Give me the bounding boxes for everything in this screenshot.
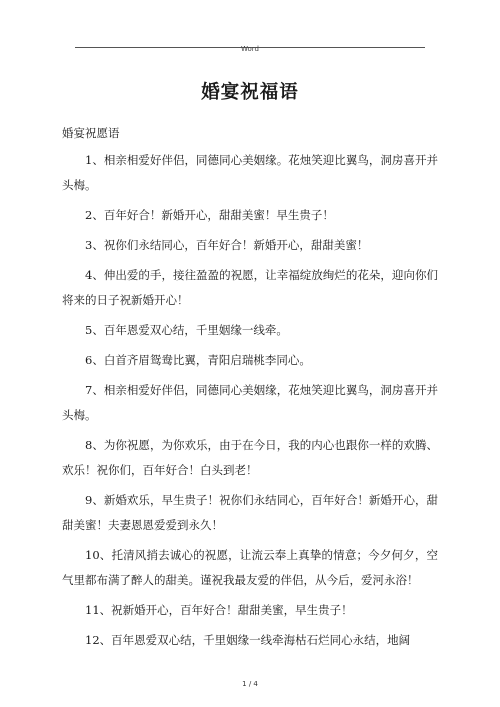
page-header bbox=[75, 33, 425, 53]
paragraph-12: 12、百年恩爱双心结，千里姻缘一线牵海枯石烂同心永结，地阔 bbox=[85, 633, 411, 647]
subheading: 婚宴祝愿语 bbox=[62, 126, 120, 140]
paragraph-3: 3、祝你们永结同心，百年好合！新婚开心，甜甜美蜜！ bbox=[85, 238, 369, 252]
paragraph-8: 8、为你祝愿，为你欢乐，由于在今日，我的内心也跟你一样的欢腾、欢乐！祝你们，百年好合！白头到老！ bbox=[62, 438, 438, 477]
document-body bbox=[62, 124, 438, 658]
paragraph-6: 6、白首齐眉鸳鸯比翼，青阳启瑞桃李同心。 bbox=[85, 353, 311, 367]
paragraph-2: 2、百年好合！新婚开心，甜甜美蜜！早生贵子！ bbox=[85, 208, 334, 222]
header-label: Word bbox=[241, 45, 259, 53]
paragraph-7: 7、相亲相爱好伴侣，同德同心美姻缘，花烛笑迎比翼鸟，洞房喜开并头梅。 bbox=[62, 383, 438, 422]
paragraph-9: 9、新婚欢乐，早生贵子！祝你们永结同心，百年好合！新婚开心，甜甜美蜜！夫妻恩恩爱爱到永久！ bbox=[62, 493, 438, 532]
paragraph-5: 5、百年恩爱双心结，千里姻缘一线牵。 bbox=[85, 323, 288, 337]
page-number: 1 / 4 bbox=[242, 680, 258, 688]
document-title: 婚宴祝福语 bbox=[201, 82, 299, 103]
paragraph-10: 10、托清风捎去诚心的祝愿，让流云奉上真挚的情意；今夕何夕，空气里都布满了醉人的甜美。谨祝我最友爱的伴侣，从今后，爱河永浴！ bbox=[62, 548, 438, 587]
paragraph-4: 4、伸出爱的手，接往盈盈的祝愿，让幸福绽放绚烂的花朵，迎向你们将来的日子祝新婚开心！ bbox=[62, 268, 438, 307]
paragraph-1: 1、相亲相爱好伴侣，同德同心美姻缘。花烛笑迎比翼鸟，洞房喜开并头梅。 bbox=[62, 153, 438, 192]
paragraph-11: 11、祝新婚开心，百年好合！甜甜美蜜，早生贵子！ bbox=[85, 603, 353, 617]
